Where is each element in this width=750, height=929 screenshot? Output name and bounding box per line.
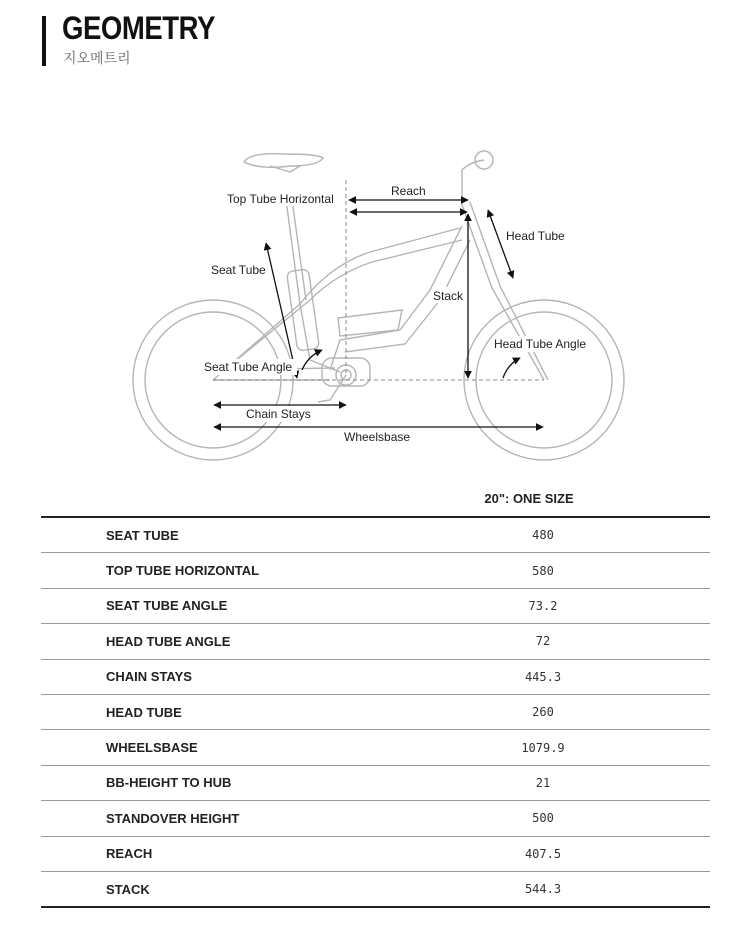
label-head-tube: Head Tube [506, 229, 565, 243]
table-row [41, 588, 710, 623]
label-head-tube-angle: Head Tube Angle [494, 337, 587, 351]
bike-geometry-diagram [0, 140, 750, 480]
row-value: 73.2 [486, 588, 710, 623]
page-title: GEOMETRY [62, 10, 216, 46]
size-column-header [41, 482, 710, 516]
table-row [41, 836, 710, 871]
label-reach: Reach [391, 184, 426, 198]
label-seat-tube-angle: Seat Tube Angle [204, 360, 293, 374]
label-seat-tube: Seat Tube [211, 263, 266, 277]
table-row [41, 553, 710, 588]
row-value: 544.3 [524, 882, 562, 897]
row-label: SEAT TUBE ANGLE [41, 588, 486, 623]
geometry-spec-table [41, 516, 710, 908]
row-value: 72 [486, 624, 710, 659]
table-row [41, 801, 710, 836]
row-label: SEAT TUBE [41, 517, 486, 553]
header-accent-bar [42, 16, 46, 66]
table-row [41, 871, 710, 907]
label-stack: Stack [433, 289, 464, 303]
row-label: CHAIN STAYS [41, 659, 486, 694]
head-tube-arrow [488, 210, 513, 278]
label-chain-stays: Chain Stays [246, 407, 311, 421]
row-value: 480 [486, 517, 710, 553]
row-value: 21 [486, 765, 710, 800]
row-label: HEAD TUBE [41, 694, 486, 729]
row-value: 445.3 [486, 659, 710, 694]
row-value: 500 [486, 801, 710, 836]
size-header-label: 20": ONE SIZE [484, 491, 574, 506]
row-label: TOP TUBE HORIZONTAL [41, 553, 486, 588]
table-row [41, 730, 710, 765]
table-row [41, 624, 710, 659]
row-value: 260 [486, 694, 710, 729]
row-label: STACK [106, 881, 150, 897]
table-row [41, 694, 710, 729]
row-label: REACH [41, 836, 486, 871]
label-top-tube-horizontal: Top Tube Horizontal [227, 192, 334, 206]
row-label: HEAD TUBE ANGLE [41, 624, 486, 659]
table-row [41, 517, 710, 553]
head-tube-angle-arc [503, 358, 520, 378]
row-label: STANDOVER HEIGHT [41, 801, 486, 836]
row-value: 1079.9 [486, 730, 710, 765]
row-label: WHEELSBASE [41, 730, 486, 765]
row-label: BB-HEIGHT TO HUB [41, 765, 486, 800]
table-row [41, 765, 710, 800]
seat-tube-angle-arc [302, 350, 322, 370]
row-value: 407.5 [486, 836, 710, 871]
page-subtitle: 지오메트리 [63, 51, 131, 67]
bike-illustration [133, 151, 624, 460]
row-value: 580 [486, 553, 710, 588]
label-wheelsbase: Wheelsbase [344, 430, 411, 444]
table-row [41, 659, 710, 694]
